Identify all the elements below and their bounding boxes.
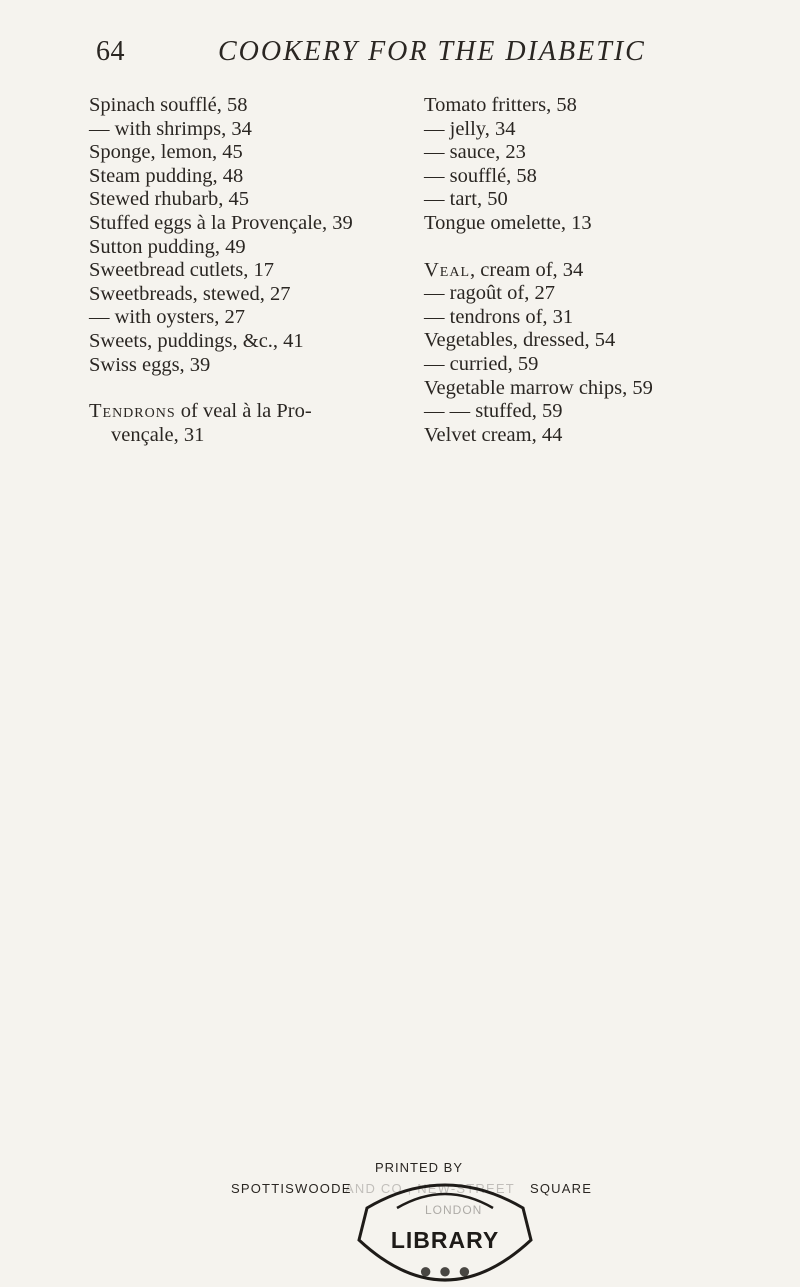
library-stamp — [335, 1170, 555, 1285]
printer-square: SQUARE — [530, 1181, 593, 1196]
index-entry: Sweetbread cutlets, 17 — [89, 259, 275, 282]
index-entry: — curried, 59 — [424, 352, 539, 375]
svg-text:● ● ●: ● ● ● — [418, 1258, 472, 1283]
index-entry: Velvet cream, 44 — [424, 423, 563, 446]
index-entry-tendrons — [89, 400, 419, 424]
index-entry: Sweets, puddings, &c., 41 — [89, 329, 304, 352]
index-entry: Stewed rhubarb, 45 — [89, 188, 249, 211]
index-entry: — sauce, 23 — [424, 141, 526, 164]
printer-city: LONDON — [425, 1203, 483, 1217]
index-column-right — [424, 94, 800, 447]
index-entry-veal — [424, 259, 800, 283]
index-entry: Steam pudding, 48 — [89, 164, 244, 187]
index-entry: Tongue omelette, 13 — [424, 211, 592, 234]
index-entry: — soufflé, 58 — [424, 164, 537, 187]
section-lead-word: Veal — [424, 258, 471, 281]
page-number: 64 — [96, 36, 125, 67]
index-entry: — ragoût of, 27 — [424, 282, 555, 305]
index-entry: Sweetbreads, stewed, 27 — [89, 282, 291, 305]
printer-name: SPOTTISWOODE — [231, 1181, 352, 1196]
index-entry: Stuffed eggs à la Provençale, 39 — [89, 211, 353, 234]
index-entry: Swiss eggs, 39 — [89, 353, 211, 376]
index-entry-text: , cream of, 34 — [470, 258, 584, 281]
index-entry: — tart, 50 — [424, 188, 508, 211]
index-entry: Vegetable marrow chips, 59 — [424, 376, 653, 399]
printed-by-label: PRINTED BY — [375, 1160, 464, 1175]
index-column-left — [89, 94, 419, 447]
index-entry: — jelly, 34 — [424, 117, 516, 140]
index-entry: Vegetables, dressed, 54 — [424, 329, 616, 352]
index-entry: Sponge, lemon, 45 — [89, 141, 243, 164]
index-entry-continuation: vençale, 31 — [111, 423, 205, 446]
running-header — [0, 30, 800, 80]
printer-address: AND CO., NEW-STREET — [345, 1181, 515, 1196]
index-entry: — — stuffed, 59 — [424, 400, 563, 423]
index-entry: — with oysters, 27 — [89, 306, 246, 329]
index-entry: Spinach soufflé, 58 — [89, 94, 248, 116]
running-title: COOKERY FOR THE DIABETIC — [218, 36, 646, 67]
index-entry-text: of veal à la Pro- — [175, 400, 312, 423]
index-entry: — tendrons of, 31 — [424, 305, 574, 328]
section-lead-word: Tendrons — [89, 400, 176, 423]
index-entry: — with shrimps, 34 — [89, 117, 252, 140]
index-entry: Sutton pudding, 49 — [89, 235, 246, 258]
stamp-label: LIBRARY — [390, 1227, 500, 1253]
index-entry: Tomato fritters, 58 — [424, 94, 577, 116]
